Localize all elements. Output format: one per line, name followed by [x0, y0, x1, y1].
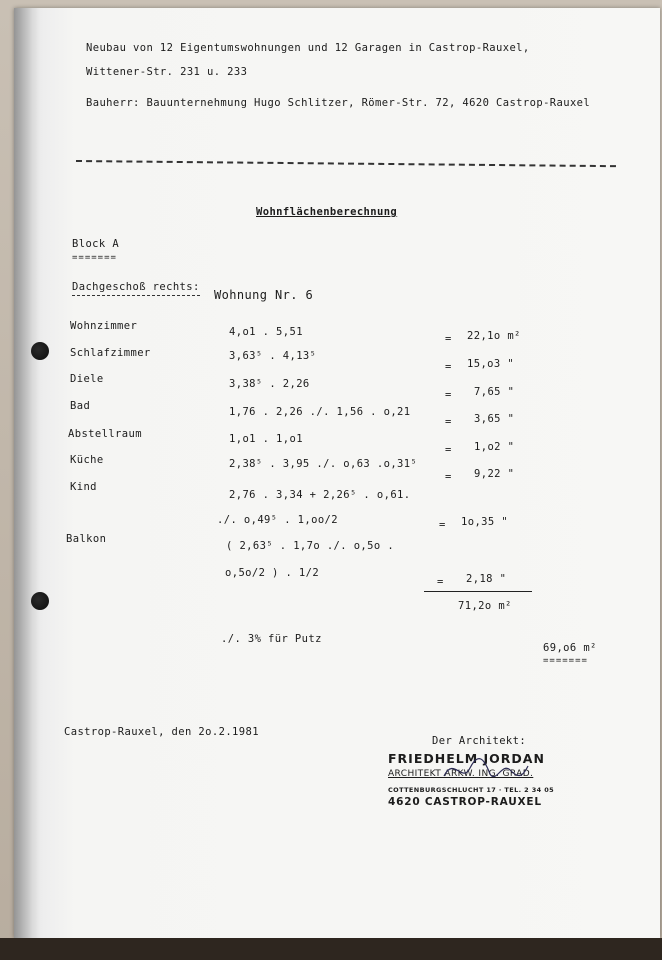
- eq-sign: =: [439, 519, 446, 531]
- header-project: Neubau von 12 Eigentumswohnungen und 12 Garagen in Castrop-Rauxel,: [86, 42, 530, 54]
- architect-label: Der Architekt:: [432, 735, 527, 747]
- header-client: Bauherr: Bauunternehmung Hugo Schlitzer, Römer-Str. 72, 4620 Castrop-Rauxel: [86, 97, 591, 109]
- block-label: Block A: [72, 238, 120, 250]
- eq-sign: =: [445, 389, 452, 401]
- eq-sign: =: [437, 576, 444, 588]
- room-result: 3,65 ": [474, 413, 515, 425]
- room-name: Diele: [70, 373, 104, 385]
- room-calc-continued: o,5o/2 ) . 1/2: [225, 567, 320, 579]
- document-title: Wohnflächenberechnung: [256, 206, 398, 218]
- plaster-deduction-label: ./. 3% für Putz: [221, 633, 322, 645]
- eq-sign: =: [445, 416, 452, 428]
- binding-shadow: [14, 8, 40, 938]
- apartment-number: Wohnung Nr. 6: [214, 288, 314, 302]
- net-area: 69,o6 m²: [543, 642, 597, 654]
- room-calc: 3,63⁵ . 4,13⁵: [229, 350, 317, 362]
- room-name: Abstellraum: [68, 428, 142, 440]
- room-calc: 3,38⁵ . 2,26: [229, 378, 310, 390]
- sum-line: [424, 591, 532, 592]
- signature: [440, 750, 530, 790]
- stamp-city: 4620 CASTROP-RAUXEL: [388, 796, 542, 808]
- room-calc: 1,o1 . 1,o1: [229, 433, 303, 445]
- room-name: Küche: [70, 454, 104, 466]
- eq-sign: =: [445, 333, 452, 345]
- room-calc: 4,o1 . 5,51: [229, 326, 303, 338]
- room-result: 15,o3 ": [467, 358, 515, 370]
- room-result: 2,18 ": [466, 573, 507, 585]
- room-name: Schlafzimmer: [70, 347, 151, 359]
- place-date: Castrop-Rauxel, den 2o.2.1981: [64, 726, 259, 738]
- stamp-title: ARCHITEKT ARKW. ING. GRAD.: [388, 769, 534, 779]
- eq-sign: =: [445, 444, 452, 456]
- room-calc: ( 2,63⁵ . 1,7o ./. o,5o .: [226, 540, 395, 552]
- room-calc: 2,38⁵ . 3,95 ./. o,63 .o,31⁵: [229, 458, 418, 470]
- room-name: Wohnzimmer: [70, 320, 138, 332]
- floor-label: Dachgeschoß rechts:: [72, 281, 200, 296]
- room-result: 1,o2 ": [474, 441, 515, 453]
- total-area: 71,2o m²: [458, 600, 512, 612]
- header-address: Wittener-Str. 231 u. 233: [86, 66, 248, 78]
- punch-hole-bottom: [31, 592, 49, 610]
- room-result: 1o,35 ": [461, 516, 509, 528]
- room-result: 7,65 ": [474, 386, 515, 398]
- stamp-street: COTTENBURGSCHLUCHT 17 · TEL. 2 34 05: [388, 786, 555, 794]
- room-calc-continued: ./. o,49⁵ . 1,oo/2: [217, 514, 338, 526]
- room-calc: 1,76 . 2,26 ./. 1,56 . o,21: [229, 406, 411, 418]
- room-calc: 2,76 . 3,34 + 2,26⁵ . o,61.: [229, 489, 411, 501]
- stamp-name: FRIEDHELM JORDAN: [388, 751, 545, 766]
- room-name: Bad: [70, 400, 91, 412]
- net-area-underline: =======: [543, 656, 588, 666]
- room-name: Balkon: [66, 533, 107, 545]
- room-result: 9,22 ": [474, 468, 515, 480]
- bottom-edge: [0, 938, 662, 960]
- block-underline: =======: [72, 253, 117, 263]
- document-page: [14, 8, 660, 938]
- punch-hole-top: [31, 342, 49, 360]
- room-name: Kind: [70, 481, 97, 493]
- eq-sign: =: [445, 471, 452, 483]
- eq-sign: =: [445, 361, 452, 373]
- room-result: 22,1o m²: [467, 330, 521, 342]
